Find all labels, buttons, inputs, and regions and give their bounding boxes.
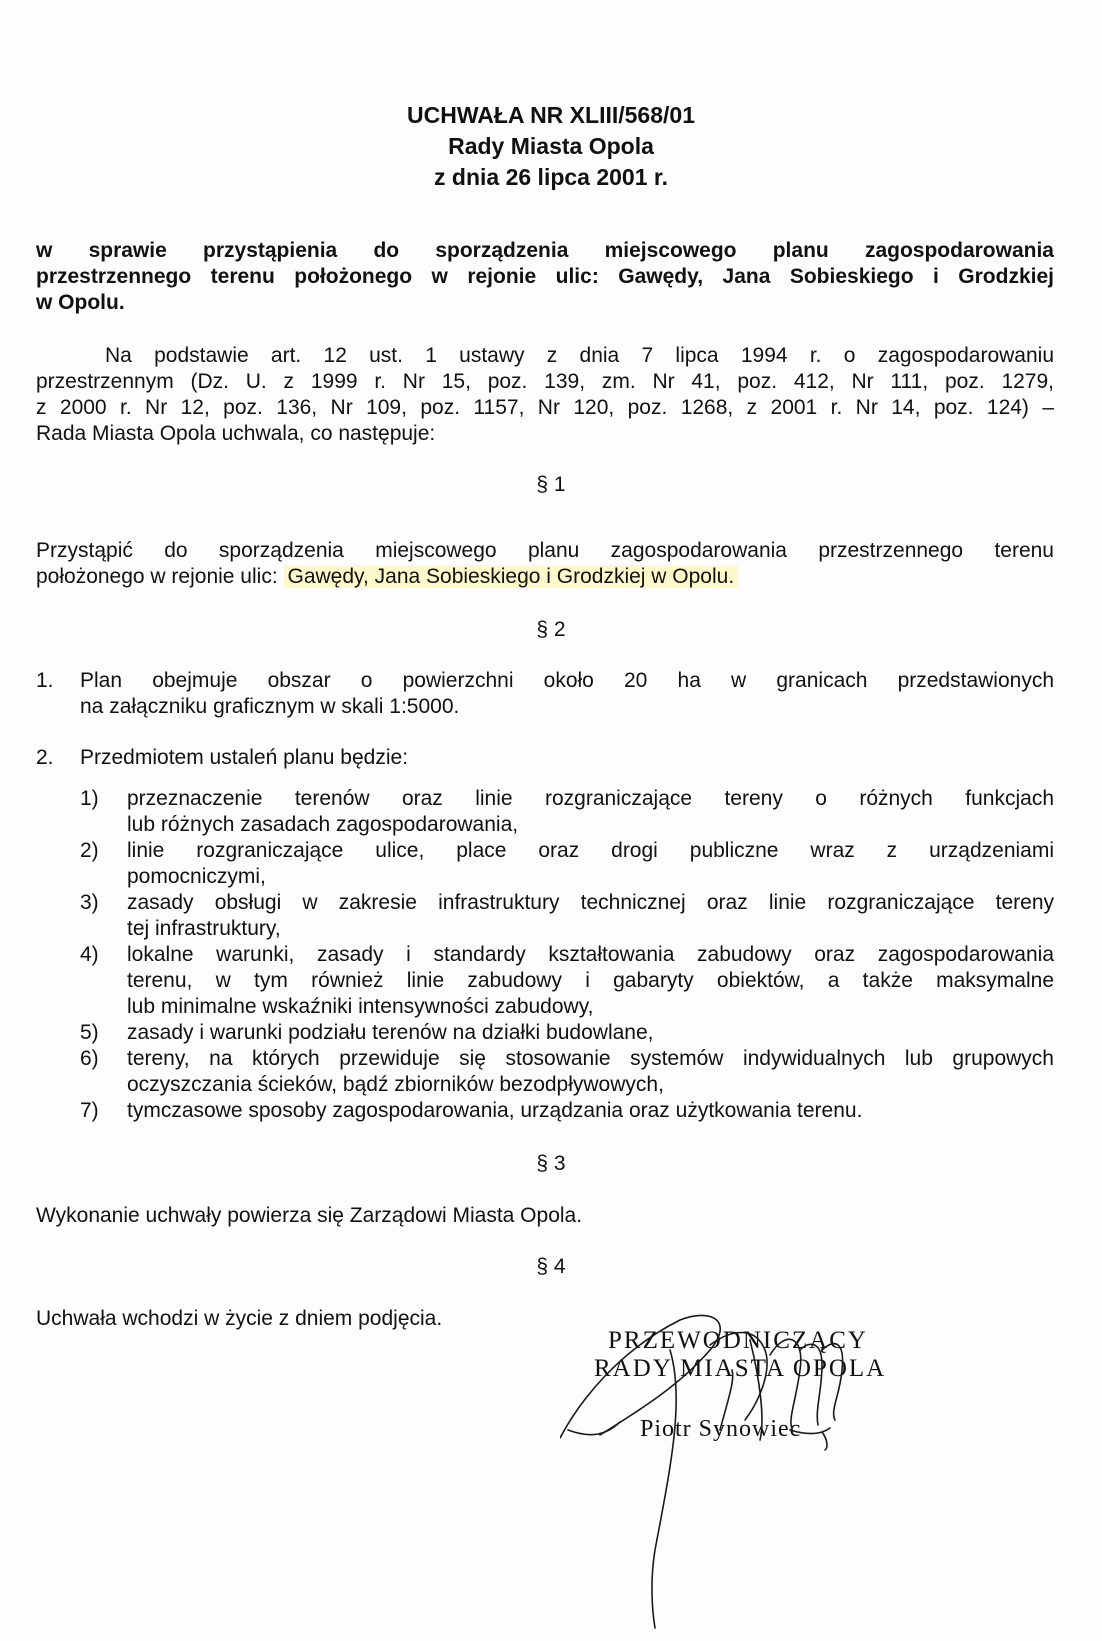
list-item-line: lokalne warunki, zasady i standardy kształtowania zabudowy oraz zagospodarowania — [127, 943, 1054, 966]
legal-basis — [36, 343, 1054, 447]
list-item-line: tereny, na których przewiduje się stosowanie systemów indywidualnych lub grupowych — [127, 1047, 1054, 1070]
legal-basis-line: Rada Miasta Opola uchwala, co następuje: — [36, 422, 436, 445]
resolution-title — [0, 100, 1102, 193]
list-item-line: zasady obsługi w zakresie infrastruktury technicznej oraz linie rozgraniczające tereny — [127, 891, 1054, 914]
list-item-line: lub minimalne wskaźniki intensywności zabudowy, — [127, 995, 594, 1018]
resolution-number: UCHWAŁA NR XLIII/568/01 — [407, 102, 695, 128]
subject-line: przestrzennego terenu położonego w rejonie ulic: Gawędy, Jana Sobieskiego i Grodzkiej — [36, 265, 1054, 288]
list-item-number: 7) — [80, 1099, 99, 1122]
subject-line: w Opolu. — [36, 291, 125, 314]
item-number: 2. — [36, 746, 54, 769]
list-item-number: 5) — [80, 1021, 99, 1044]
list-item-number: 2) — [80, 839, 99, 862]
section-4-line: Uchwała wchodzi w życie z dniem podjęcia. — [36, 1307, 443, 1330]
list-item — [0, 1020, 1102, 1044]
handwritten-signature — [560, 1310, 900, 1630]
list-item-line: zasady i warunki podziału terenów na działki budowlane, — [127, 1021, 654, 1044]
section-1-prefix: położonego w rejonie ulic: — [36, 565, 284, 588]
signature-block — [560, 1310, 900, 1630]
section-1-body — [36, 538, 1054, 590]
section-2-heading: § 2 — [536, 618, 566, 641]
section-3-heading: § 3 — [536, 1152, 566, 1175]
list-item — [0, 942, 1102, 1018]
stamp-name: Piotr Synowiec — [640, 1416, 802, 1442]
list-item-line: tej infrastruktury, — [127, 917, 281, 940]
item-line: Przedmiotem ustaleń planu będzie: — [80, 746, 409, 769]
item-line: Plan obejmuje obszar o powierzchni około 20 ha w granicach przedstawionych — [80, 669, 1054, 692]
list-item-line: lub różnych zasadach zagospodarowania, — [127, 813, 519, 836]
list-item-number: 1) — [80, 787, 99, 810]
section-1-line: Przystąpić do sporządzenia miejscowego planu zagospodarowania przestrzennego terenu — [36, 539, 1054, 562]
list-item-number: 3) — [80, 891, 99, 914]
list-item-line: oczyszczania ścieków, bądź zbiorników bezodpływowych, — [127, 1073, 664, 1096]
section-1-heading: § 1 — [536, 473, 566, 496]
resolution-date: z dnia 26 lipca 2001 r. — [434, 164, 668, 190]
highlighted-location: Gawędy, Jana Sobieskiego i Grodzkiej w Opolu. — [284, 565, 739, 588]
list-item — [0, 1046, 1102, 1096]
item-line: na załączniku graficznym w skali 1:5000. — [80, 695, 460, 718]
legal-basis-line: przestrzennym (Dz. U. z 1999 r. Nr 15, poz. 139, zm. Nr 41, poz. 412, Nr 111, poz. 1279, — [36, 370, 1054, 393]
stamp-council: RADY MIASTA OPOLA — [594, 1355, 887, 1382]
legal-basis-line: z 2000 r. Nr 12, poz. 136, Nr 109, poz. 1157, Nr 120, poz. 1268, z 2001 r. Nr 14, poz. 124) – — [36, 396, 1054, 419]
list-item-line: przeznaczenie terenów oraz linie rozgraniczające tereny o różnych funkcjach — [127, 787, 1054, 810]
list-item — [0, 890, 1102, 940]
list-item-line: linie rozgraniczające ulice, place oraz drogi publiczne wraz z urządzeniami — [127, 839, 1054, 862]
section-2-item-1 — [0, 668, 1102, 728]
item-number: 1. — [36, 669, 54, 692]
section-3-line: Wykonanie uchwały powierza się Zarządowi Miasta Opola. — [36, 1204, 583, 1227]
resolution-subject — [36, 238, 1054, 316]
list-item-line: terenu, w tym również linie zabudowy i gabaryty obiektów, a także maksymalne — [127, 969, 1054, 992]
list-item — [0, 786, 1102, 836]
list-item — [0, 838, 1102, 888]
stamp-title: PRZEWODNICZĄCY — [608, 1327, 868, 1354]
section-2-item-2 — [0, 745, 1102, 775]
section-4-body — [36, 1306, 1054, 1332]
section-1-line — [36, 564, 1054, 590]
issuing-body: Rady Miasta Opola — [448, 133, 654, 159]
subject-line: w sprawie przystąpienia do sporządzenia miejscowego planu zagospodarowania — [36, 239, 1054, 262]
list-item-line: pomocniczymi, — [127, 865, 266, 888]
legal-basis-line: Na podstawie art. 12 ust. 1 ustawy z dnia 7 lipca 1994 r. o zagospodarowaniu — [105, 344, 1054, 367]
list-item-number: 6) — [80, 1047, 99, 1070]
list-item — [0, 1098, 1102, 1122]
section-4-heading: § 4 — [536, 1255, 566, 1278]
list-item-line: tymczasowe sposoby zagospodarowania, urządzania oraz użytkowania terenu. — [127, 1099, 863, 1122]
list-item-number: 4) — [80, 943, 99, 966]
section-3-body — [36, 1203, 1054, 1229]
